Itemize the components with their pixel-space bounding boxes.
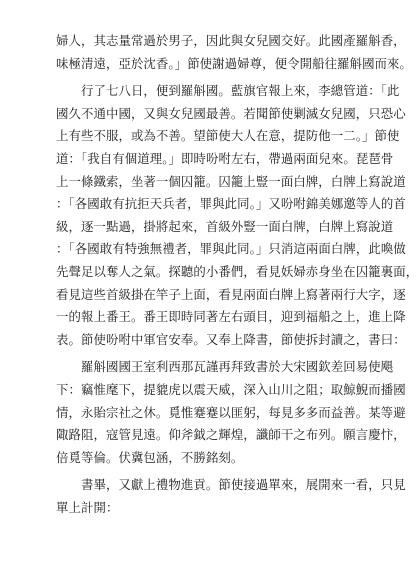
text-line: 情，永貽宗社之休。覓惟蹇蹇以匪躬，每見多多而益善。某等避 [56,404,406,420]
paragraph-3 [56,356,406,469]
text-line: 單上計開： [56,499,119,515]
text-line: 書畢，又獻上禮物進貢。節使接過單來，展開來一看，只見 [56,477,406,493]
paragraph-4 [56,474,406,519]
text-line: 看見這些首級掛在竿子上面，看見兩面白牌上寫著兩行大字，逐 [56,286,406,302]
document-page [56,30,418,519]
text-line: 羅斛國國王室利西那瓦謹再拜致書於大宋國欽差回易使飓 [56,359,394,375]
text-line: 道：「我自有個道理。」即時吩咐左右，帶過兩面兒來。琵琶骨 [56,150,394,166]
text-line: 行了七八日，便到羅斛國。藍旗官報上來，李總管道：「此 [56,83,400,99]
text-line: 級，逐一點過，掛將起來，首級外豎一面白牌，白牌上寫說道 [56,218,394,234]
text-line: 陬路阻，寇管見遠。仰斧鉞之輝煌，讖師干之布列。願言慶忭， [56,427,406,443]
text-line: 一的報上番王。番王即時同著左右頭目，迎到福船之上，進上降 [56,309,406,325]
text-line: 上一條鐵索，坐著一個囚籠。囚籠上豎一面白牌，白牌上寫說道 [56,173,406,189]
paragraph-2 [56,80,418,351]
paragraph-1 [56,30,413,75]
text-line: 婦人，其志量常過於男子，因此與女兒國交好。此國產羅斛香， [56,33,406,48]
text-line: 先聲足以奪人之氣。探聽的小番們，看見妖婦赤身坐在囚籠裏面， [56,263,418,279]
text-line: 味極清遠，亞於沈香。」節使謝過婦尊，便令開船往羅斛國而來。 [56,55,413,71]
text-line: 下：竊惟麾下，提貔虎以震天威，深入山川之阻；取鯨鯢而播國 [56,381,406,397]
text-line: 上有些不服，或為不善。望節使大人在意，提防他一二。」節使 [56,128,400,144]
text-line: ：「各國敢有特強無禮者，罪與此同。」只消這兩面白牌，此喚做 [56,241,406,257]
text-line: 倍覓等倫。伏冀包涵，不勝銘刻。 [56,449,244,465]
text-line: 表。節使吩咐中軍官安奉。又奉上降書，節使拆封讀之，書曰： [56,331,406,347]
text-line: 國久不通中國，又與女兒國最善。若聞節使剿滅女兒國，只恐心 [56,105,406,121]
text-line: ：「各國敢有抗拒天兵者，罪與此同。」又吩咐錦美娜邀等人的首 [56,196,406,212]
